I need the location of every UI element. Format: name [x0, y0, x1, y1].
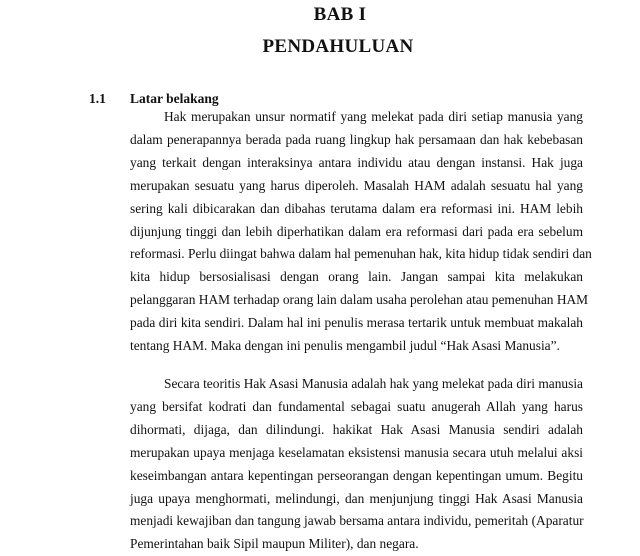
paragraph-line: keseimbangan antara kepentingan perseorangan dengan kepentingan umum. Begitu [130, 467, 583, 483]
paragraph-line: reformasi. Perlu diingat bahwa dalam hal pemenuhan hak, kita hidup tidak sendiri dan [130, 246, 592, 262]
chapter-title: PENDAHULUAN [262, 36, 414, 57]
section-title: Latar belakang [130, 91, 219, 106]
paragraph-line: dalam penerapannya berada pada ruang lingkup hak persamaan dan hak kebebasan [130, 131, 583, 147]
paragraph-line: merupakan upaya menjaga keselamatan eksistensi manusia secara utuh melalui aksi [130, 444, 583, 460]
paragraph-2 [130, 373, 583, 556]
paragraph-line: juga upaya menghormati, melindungi, dan menjunjung tinggi Hak Asasi Manusia [130, 490, 583, 506]
paragraph-line: kita hidup bersosialisasi dengan orang lain. Jangan sampai kita melakukan [130, 269, 583, 285]
paragraph-line: menjadi kewajiban dan tangung jawab bersama antara individu, pemeritah (Aparatur [130, 513, 584, 529]
paragraph-line: yang terkait dengan interaksinya antara individu atau dengan instansi. Hak juga [130, 154, 583, 170]
paragraph-line: Hak merupakan unsur normatif yang melekat pada diri setiap manusia yang [164, 109, 583, 124]
paragraph-line: yang bersifat kodrati dan fundamental sebagai suatu anugerah Allah yang harus [130, 398, 583, 414]
paragraph-line: pada diri kita sendiri. Dalam hal ini penulis merasa tertarik untuk membuat makalah [130, 315, 583, 331]
paragraph-line: sering kali dibicarakan dan dibahas terutama dalam era reformasi ini. HAM lebih [130, 200, 583, 216]
paragraph-line: pelanggaran HAM terhadap orang lain dalam usaha perolehan atau pemenuhan HAM [130, 292, 589, 308]
paragraph-line: dijunjung tinggi dan lebih diperhatikan dalam era reformasi dari pada era sebelum [130, 223, 583, 239]
paragraph-line: Secara teoritis Hak Asasi Manusia adalah hak yang melekat pada diri manusia [164, 376, 583, 391]
chapter-label: BAB I [313, 4, 367, 25]
section-number: 1.1 [89, 91, 106, 106]
paragraph-line: dihormati, dijaga, dan dilindungi. hakikat Hak Asasi Manusia sendiri adalah [130, 421, 583, 437]
paragraph-1 [130, 106, 592, 358]
paragraph-line: tentang HAM. Maka dengan ini penulis mengambil judul “Hak Asasi Manusia”. [130, 338, 560, 354]
paragraph-line: merupakan sesuatu yang harus diperoleh. Masalah HAM adalah sesuatu hal yang [130, 177, 583, 193]
paragraph-line: Pemerintahan baik Sipil maupun Militer), dan negara. [130, 536, 419, 552]
